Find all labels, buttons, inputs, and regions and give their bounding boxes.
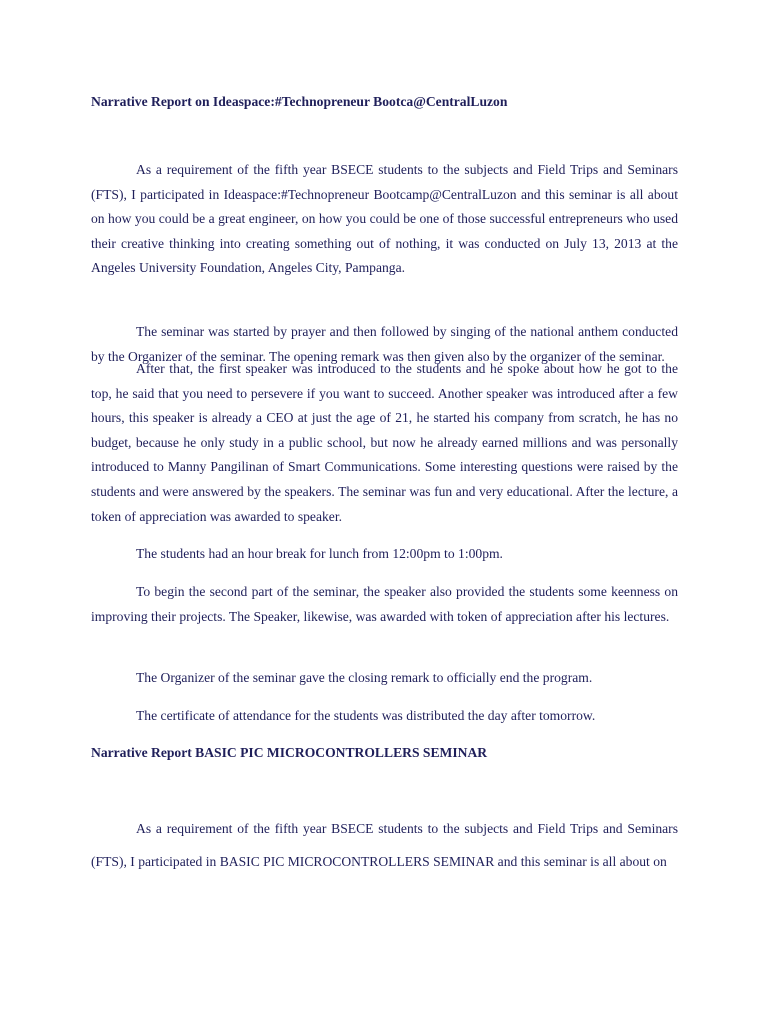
paragraph-opening: The seminar was started by prayer and then followed by singing of the national anthem conducted by the Organizer of the seminar. The opening remark was then given also by the organizer of the seminar. bbox=[91, 324, 678, 364]
report-heading-pic-microcontrollers: Narrative Report BASIC PIC MICROCONTROLLERS SEMINAR bbox=[91, 745, 488, 760]
paragraph-certificate: The certificate of attendance for the students was distributed the day after tomorrow. bbox=[136, 708, 596, 723]
paragraph-closing: The Organizer of the seminar gave the closing remark to officially end the program. bbox=[136, 670, 593, 685]
paragraph-intro: As a requirement of the fifth year BSECE students to the subjects and Field Trips and Seminars (FTS), I participated in Ideaspace:#Technopreneur Bootcamp@CentralLuzon and this seminar is all about on how you could be a great engineer, on how you could be one of those successful entrepreneurs who used their creative thinking into creating something out of nothing, it was conducted on July 13, 2013 at the Angeles University Foundation, Angeles City, Pampanga. bbox=[91, 162, 678, 276]
paragraph-pic-intro: As a requirement of the fifth year BSECE students to the subjects and Field Trips and Seminars (FTS), I participated in BASIC PIC MICROCONTROLLERS SEMINAR and this seminar is all about on bbox=[91, 821, 678, 869]
paragraph-lunch-break: The students had an hour break for lunch from 12:00pm to 1:00pm. bbox=[136, 546, 503, 561]
paragraph-second-part: To begin the second part of the seminar, the speaker also provided the students some keenness on improving their projects. The Speaker, likewise, was awarded with token of appreciation after his lectures. bbox=[91, 584, 678, 624]
report-heading-ideaspace: Narrative Report on Ideaspace:#Technopreneur Bootca@CentralLuzon bbox=[91, 94, 508, 109]
paragraph-speakers: After that, the first speaker was introduced to the students and he spoke about how he got to the top, he said that you need to persevere if you want to succeed. Another speaker was introduced after a few hours, this speaker is already a CEO at just the age of 21, he started his company from scratch, he has no budget, because he only study in a public school, but now he already earned millions and was personally introduced to Manny Pangilinan of Smart Communications. Some interesting questions were raised by the students and were answered by the speakers. The seminar was fun and very educational. After the lecture, a token of appreciation was awarded to speaker. bbox=[91, 361, 678, 524]
